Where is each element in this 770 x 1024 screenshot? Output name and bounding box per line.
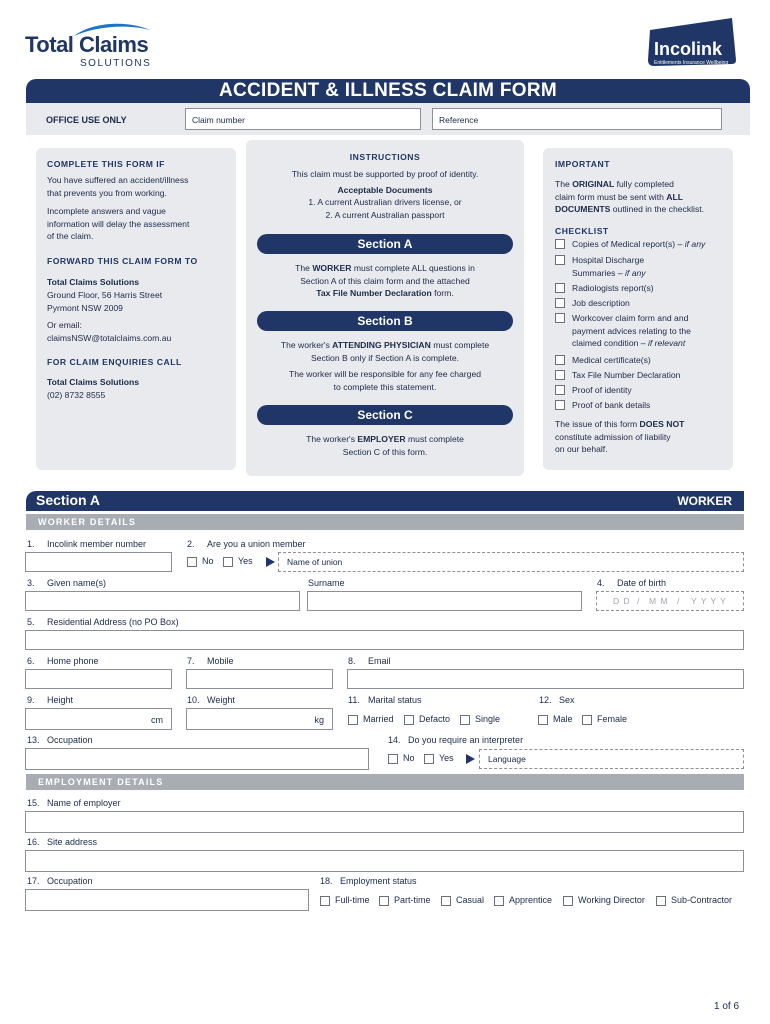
q4-label: 4. Date of birth bbox=[597, 578, 667, 588]
forward-address: Ground Floor, 56 Harris Street Pyrmont NSW 2009 bbox=[47, 290, 163, 313]
arrow-right-icon bbox=[266, 557, 275, 567]
date-of-birth-input[interactable]: D D / M M / Y Y Y Y bbox=[596, 591, 744, 611]
q3-label: 3. Given name(s) bbox=[27, 578, 107, 588]
union-name-input[interactable] bbox=[278, 552, 744, 572]
page-number: 1 of 6 bbox=[714, 1001, 740, 1012]
instructions-intro: This claim must be supported by proof of identity. Acceptable Documents 1. A current Australian drivers license, or 2. A current Australian passport bbox=[291, 169, 479, 220]
arrow-right-icon bbox=[466, 754, 475, 764]
q18-label: 18. Employment status bbox=[320, 876, 417, 886]
checkbox[interactable] bbox=[555, 400, 565, 410]
q5-label: 5. Residential Address (no PO Box) bbox=[27, 617, 179, 627]
section-a-header bbox=[26, 491, 744, 511]
q15-label: 15. Name of employer bbox=[27, 798, 121, 808]
status-parttime-option[interactable]: Part-time bbox=[379, 895, 431, 906]
logo-line2: SOLUTIONS bbox=[80, 58, 152, 69]
liability-note: The issue of this form DOES NOT constitute admission of liability on our behalf. bbox=[555, 419, 685, 454]
marital-defacto-option[interactable]: Defacto bbox=[404, 714, 450, 725]
section-a-worker: WORKER bbox=[677, 494, 732, 508]
union-name-label: Name of union bbox=[287, 557, 343, 567]
checkbox[interactable] bbox=[555, 385, 565, 395]
enquiries-heading: FOR CLAIM ENQUIRIES CALL bbox=[47, 357, 182, 367]
surname-label: Surname bbox=[308, 578, 345, 588]
employer-name-input[interactable] bbox=[25, 811, 744, 833]
q9-label: 9. Height bbox=[27, 695, 74, 705]
sex-male-option[interactable]: Male bbox=[538, 714, 573, 725]
sex-female-option[interactable]: Female bbox=[582, 714, 627, 725]
email-input[interactable] bbox=[347, 669, 744, 689]
q2-label: 2. Are you a union member bbox=[187, 539, 306, 549]
complete-text-1: You have suffered an accident/illness that prevents you from working. bbox=[47, 175, 189, 198]
section-a-pill: Section A bbox=[257, 234, 513, 254]
home-phone-input[interactable] bbox=[25, 669, 172, 689]
status-casual-option[interactable]: Casual bbox=[441, 895, 484, 906]
site-address-input[interactable] bbox=[25, 850, 744, 872]
important-text: The ORIGINAL fully completed claim form must be sent with ALL DOCUMENTS outlined in the checklist. bbox=[555, 179, 705, 214]
language-label: Language bbox=[488, 754, 526, 764]
checkbox[interactable] bbox=[187, 557, 197, 567]
checklist-item-radiologists[interactable]: Radiologists report(s) bbox=[555, 282, 654, 295]
section-b-pill: Section B bbox=[257, 311, 513, 331]
claim-number-label: Claim number bbox=[192, 115, 245, 125]
employment-details-bar: EMPLOYMENT DETAILS bbox=[26, 774, 744, 790]
important-heading: IMPORTANT bbox=[555, 159, 610, 169]
q8-label: 8. Email bbox=[348, 656, 391, 666]
claim-number-field[interactable] bbox=[185, 108, 421, 130]
enquiries-phone: (02) 8732 8555 bbox=[47, 390, 106, 400]
residential-address-input[interactable] bbox=[25, 630, 744, 650]
interpreter-yes-option[interactable]: Yes bbox=[424, 753, 454, 764]
title-bar bbox=[26, 79, 750, 103]
checkbox[interactable] bbox=[555, 370, 565, 380]
section-a-instructions: The WORKER must complete ALL questions in Section A of this claim form and the attached Tax File Number Declaration form. bbox=[295, 263, 475, 298]
email-label: Or email: bbox=[47, 320, 82, 330]
checkbox[interactable] bbox=[388, 754, 398, 764]
marital-married-option[interactable]: Married bbox=[348, 714, 394, 725]
checkbox[interactable] bbox=[424, 754, 434, 764]
status-fulltime-option[interactable]: Full-time bbox=[320, 895, 370, 906]
worker-details-bar: WORKER DETAILS bbox=[26, 514, 744, 530]
occupation-input[interactable] bbox=[25, 748, 369, 770]
kg-unit: kg bbox=[314, 715, 324, 725]
complete-heading: COMPLETE THIS FORM IF bbox=[47, 159, 165, 169]
email-link[interactable]: claimsNSW@totalclaims.com.au bbox=[47, 333, 172, 343]
enquiries-name: Total Claims Solutions bbox=[47, 377, 139, 387]
checklist-item-tfn[interactable]: Tax File Number Declaration bbox=[555, 369, 680, 382]
checkbox[interactable] bbox=[460, 715, 470, 725]
q1-label: 1. Incolink member number bbox=[27, 539, 147, 549]
employment-occupation-input[interactable] bbox=[25, 889, 309, 911]
checkbox[interactable] bbox=[555, 298, 565, 308]
checklist-item-medical-certificates[interactable]: Medical certificate(s) bbox=[555, 354, 651, 367]
surname-input[interactable] bbox=[307, 591, 582, 611]
q10-label: 10. Weight bbox=[187, 695, 235, 705]
logo-line1: Total Claims bbox=[25, 32, 149, 57]
q13-label: 13. Occupation bbox=[27, 735, 93, 745]
checkbox[interactable] bbox=[348, 715, 358, 725]
checkbox[interactable] bbox=[563, 896, 573, 906]
checklist-item-proof-identity[interactable]: Proof of identity bbox=[555, 384, 632, 397]
q6-label: 6. Home phone bbox=[27, 656, 99, 666]
checklist-item-bank-details[interactable]: Proof of bank details bbox=[555, 399, 650, 412]
status-apprentice-option[interactable]: Apprentice bbox=[494, 895, 552, 906]
forward-name: Total Claims Solutions bbox=[47, 277, 139, 287]
forward-heading: FORWARD THIS CLAIM FORM TO bbox=[47, 256, 198, 266]
checkbox[interactable] bbox=[582, 715, 592, 725]
marital-single-option[interactable]: Single bbox=[460, 714, 500, 725]
mobile-input[interactable] bbox=[186, 669, 333, 689]
checkbox[interactable] bbox=[223, 557, 233, 567]
reference-label: Reference bbox=[439, 115, 479, 125]
incolink-member-number-input[interactable] bbox=[25, 552, 172, 572]
q14-label: 14. Do you require an interpreter bbox=[388, 735, 524, 745]
checklist-heading: CHECKLIST bbox=[555, 226, 609, 236]
checkbox[interactable] bbox=[379, 896, 389, 906]
reference-field[interactable] bbox=[432, 108, 722, 130]
checkbox[interactable] bbox=[320, 896, 330, 906]
q7-label: 7. Mobile bbox=[187, 656, 234, 666]
language-input[interactable] bbox=[479, 749, 744, 769]
checklist-item-medical-reports[interactable]: Copies of Medical report(s) – if any bbox=[555, 238, 705, 251]
q12-label: 12. Sex bbox=[539, 695, 575, 705]
q11-label: 11. Marital status bbox=[348, 695, 422, 705]
checkbox[interactable] bbox=[494, 896, 504, 906]
union-no-option[interactable]: No bbox=[187, 556, 214, 567]
section-c-instructions: The worker's EMPLOYER must complete Section C of this form. bbox=[306, 434, 464, 457]
status-subcontractor-option[interactable]: Sub-Contractor bbox=[656, 895, 732, 906]
checklist-item-hospital-discharge[interactable]: Hospital Discharge Summaries – if any bbox=[555, 254, 646, 279]
given-names-input[interactable] bbox=[25, 591, 300, 611]
weight-input[interactable] bbox=[186, 708, 333, 730]
height-input[interactable] bbox=[25, 708, 172, 730]
office-use-label: OFFICE USE ONLY bbox=[46, 115, 127, 125]
section-c-pill: Section C bbox=[257, 405, 513, 425]
checkbox[interactable] bbox=[555, 283, 565, 293]
union-yes-option[interactable]: Yes bbox=[223, 556, 253, 567]
checkbox[interactable] bbox=[441, 896, 451, 906]
checklist-item-job-description[interactable]: Job description bbox=[555, 297, 630, 310]
checkbox[interactable] bbox=[404, 715, 414, 725]
interpreter-no-option[interactable]: No bbox=[388, 753, 415, 764]
checkbox[interactable] bbox=[656, 896, 666, 906]
checkbox[interactable] bbox=[555, 239, 565, 249]
incolink-logo bbox=[640, 16, 740, 72]
checkbox[interactable] bbox=[555, 313, 565, 323]
cm-unit: cm bbox=[151, 715, 163, 725]
incolink-tagline: Entitlements Insurance Wellbeing bbox=[654, 60, 729, 66]
q16-label: 16. Site address bbox=[27, 837, 98, 847]
section-b-instructions: The worker's ATTENDING PHYSICIAN must complete Section B only if Section A is complete. The worker will be responsible for any fee charged to complete this statement. bbox=[280, 340, 490, 392]
section-a-title: Section A bbox=[36, 492, 101, 508]
incolink-wordmark: Incolink bbox=[654, 39, 723, 59]
q17-label: 17. Occupation bbox=[27, 876, 93, 886]
instructions-heading: INSTRUCTIONS bbox=[349, 152, 421, 162]
complete-text-2: Incomplete answers and vague information will delay the assessment of the claim. bbox=[47, 206, 190, 241]
checklist-item-workcover[interactable]: Workcover claim form and and payment advices relating to the claimed condition – if relevant bbox=[555, 312, 691, 350]
checkbox[interactable] bbox=[538, 715, 548, 725]
form-title: ACCIDENT & ILLNESS CLAIM FORM bbox=[218, 80, 558, 101]
total-claims-logo bbox=[22, 22, 172, 74]
checkbox[interactable] bbox=[555, 355, 565, 365]
status-working-director-option[interactable]: Working Director bbox=[563, 895, 645, 906]
checkbox[interactable] bbox=[555, 255, 565, 265]
